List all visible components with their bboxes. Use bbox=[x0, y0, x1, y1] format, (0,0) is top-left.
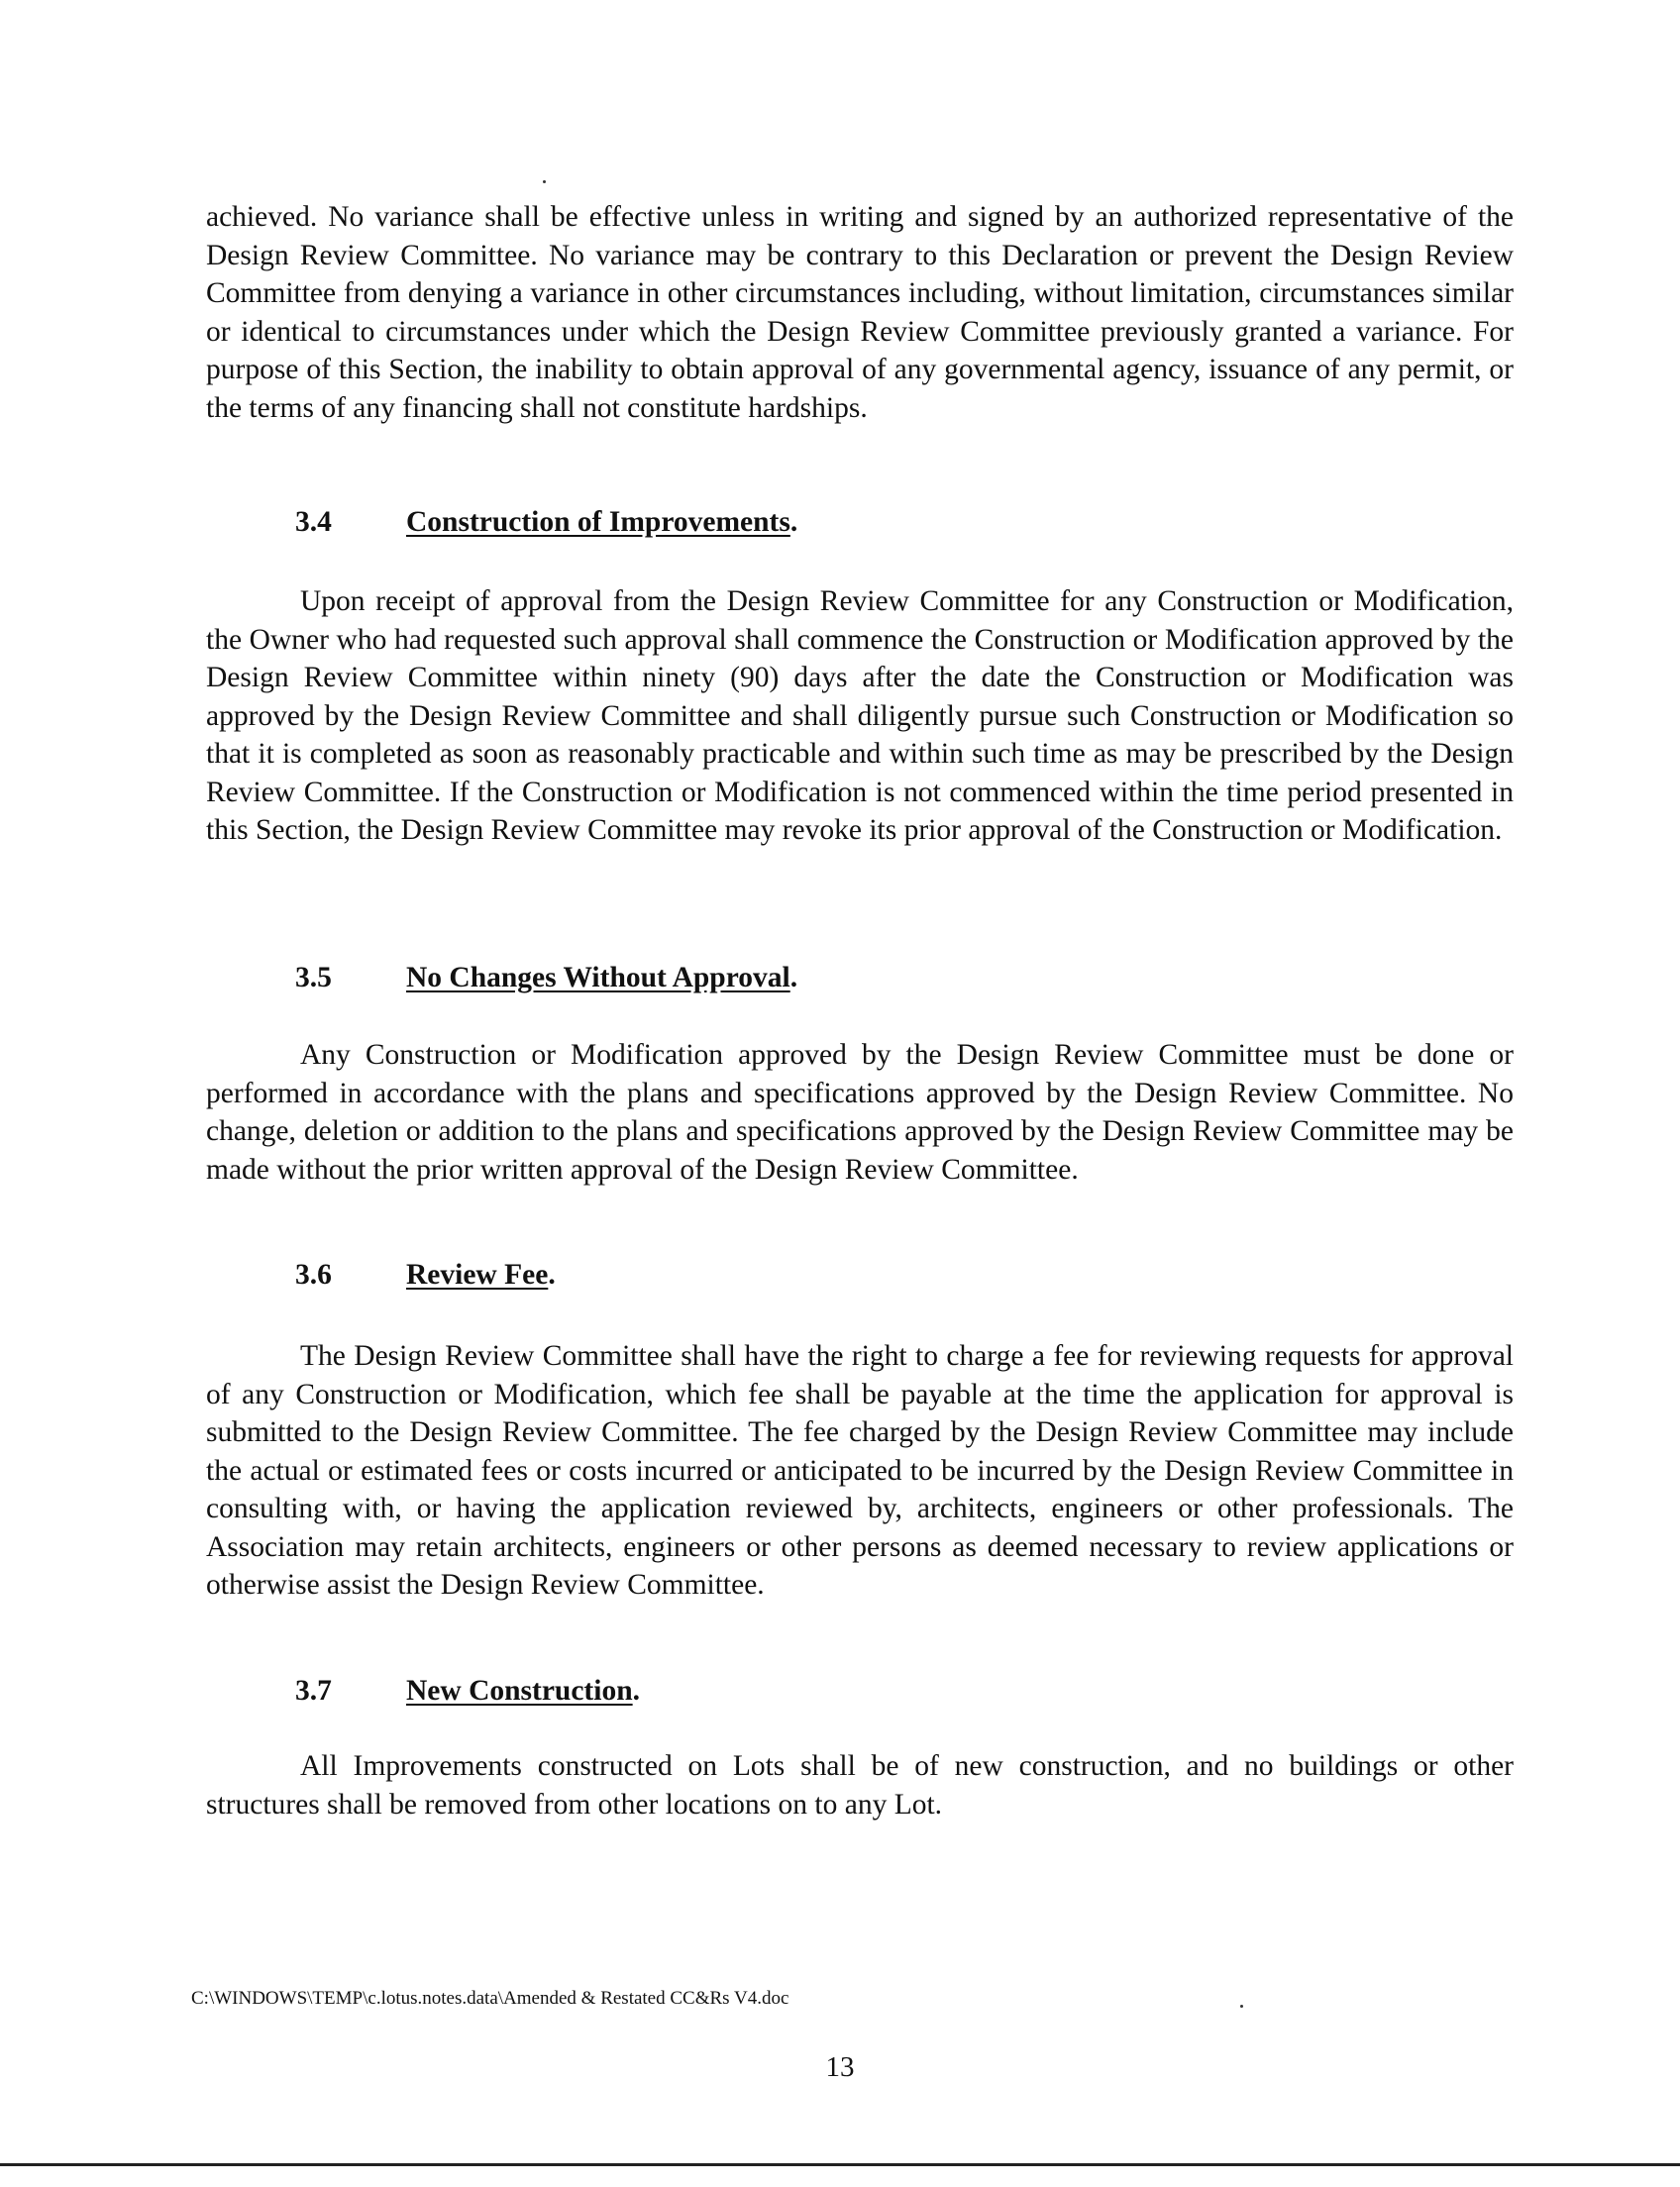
section-3-5-paragraph: Any Construction or Modification approved by the Design Review Committee must be done or performed in accordance with the plans and specifications approved by the Design Review Committee. No change, deletion or addition to the plans and specifications approved by the Design Review Committee may be made without the prior written approval of the Design Review Committee. bbox=[206, 1039, 1514, 1186]
section-title: No Changes Without Approval bbox=[406, 962, 790, 993]
section-heading-3-7 bbox=[295, 1672, 640, 1710]
section-heading-3-4 bbox=[295, 503, 797, 541]
bottom-rule bbox=[0, 2163, 1680, 2166]
intro-paragraph: achieved. No variance shall be effective unless in writing and signed by an authorized representative of the Design Review Committee. No variance may be contrary to this Declaration or prevent the Design Review Committee from denying a variance in other circumstances including, without limitation, circumstances similar or identical to circumstances under which the Design Review Committee previously granted a variance. For purpose of this Section, the inability to obtain approval of any governmental agency, issuance of any permit, or the terms of any financing shall not constitute hardships. bbox=[206, 201, 1514, 424]
footer-file-path: C:\WINDOWS\TEMP\c.lotus.notes.data\Amended & Restated CC&Rs V4.doc bbox=[191, 1988, 789, 2009]
section-number: 3.5 bbox=[295, 962, 332, 993]
section-title: Review Fee bbox=[406, 1259, 549, 1291]
section-number: 3.6 bbox=[295, 1259, 332, 1291]
heading-period: . bbox=[548, 1259, 556, 1291]
section-number: 3.4 bbox=[295, 506, 332, 538]
scan-speck bbox=[1240, 2005, 1243, 2008]
section-title: Construction of Improvements bbox=[406, 506, 790, 538]
heading-period: . bbox=[789, 962, 798, 993]
heading-period: . bbox=[632, 1675, 640, 1707]
page-number: 13 bbox=[825, 2051, 855, 2083]
heading-period: . bbox=[789, 506, 798, 538]
section-title: New Construction bbox=[406, 1675, 633, 1707]
section-heading-3-5 bbox=[295, 959, 797, 996]
section-3-6-paragraph: The Design Review Committee shall have the right to charge a fee for reviewing requests for approval of any Construction or Modification, which fee shall be payable at the time the application for approval is submitted to the Design Review Committee. The fee charged by the Design Review Committee may include the actual or estimated fees or costs incurred or anticipated to be incurred by the Design Review Committee in consulting with, or having the application reviewed by, architects, engineers or other professionals. The Association may retain architects, engineers or other persons as deemed necessary to review applications or otherwise assist the Design Review Committee. bbox=[206, 1340, 1514, 1601]
section-heading-3-6 bbox=[295, 1256, 556, 1294]
section-number: 3.7 bbox=[295, 1675, 332, 1707]
section-3-7-paragraph: All Improvements constructed on Lots shall be of new construction, and no buildings or other structures shall be removed from other locations on to any Lot. bbox=[206, 1750, 1514, 1821]
scan-speck bbox=[543, 180, 546, 183]
section-3-4-paragraph: Upon receipt of approval from the Design Review Committee for any Construction or Modification, the Owner who had requested such approval shall commence the Construction or Modification approved by the Design Review Committee within ninety (90) days after the date the Construction or Modification was approved by the Design Review Committee and shall diligently pursue such Construction or Modification so that it is completed as soon as reasonably practicable and within such time as may be prescribed by the Design Review Committee. If the Construction or Modification is not commenced within the time period presented in this Section, the Design Review Committee may revoke its prior approval of the Construction or Modification. bbox=[206, 585, 1514, 846]
